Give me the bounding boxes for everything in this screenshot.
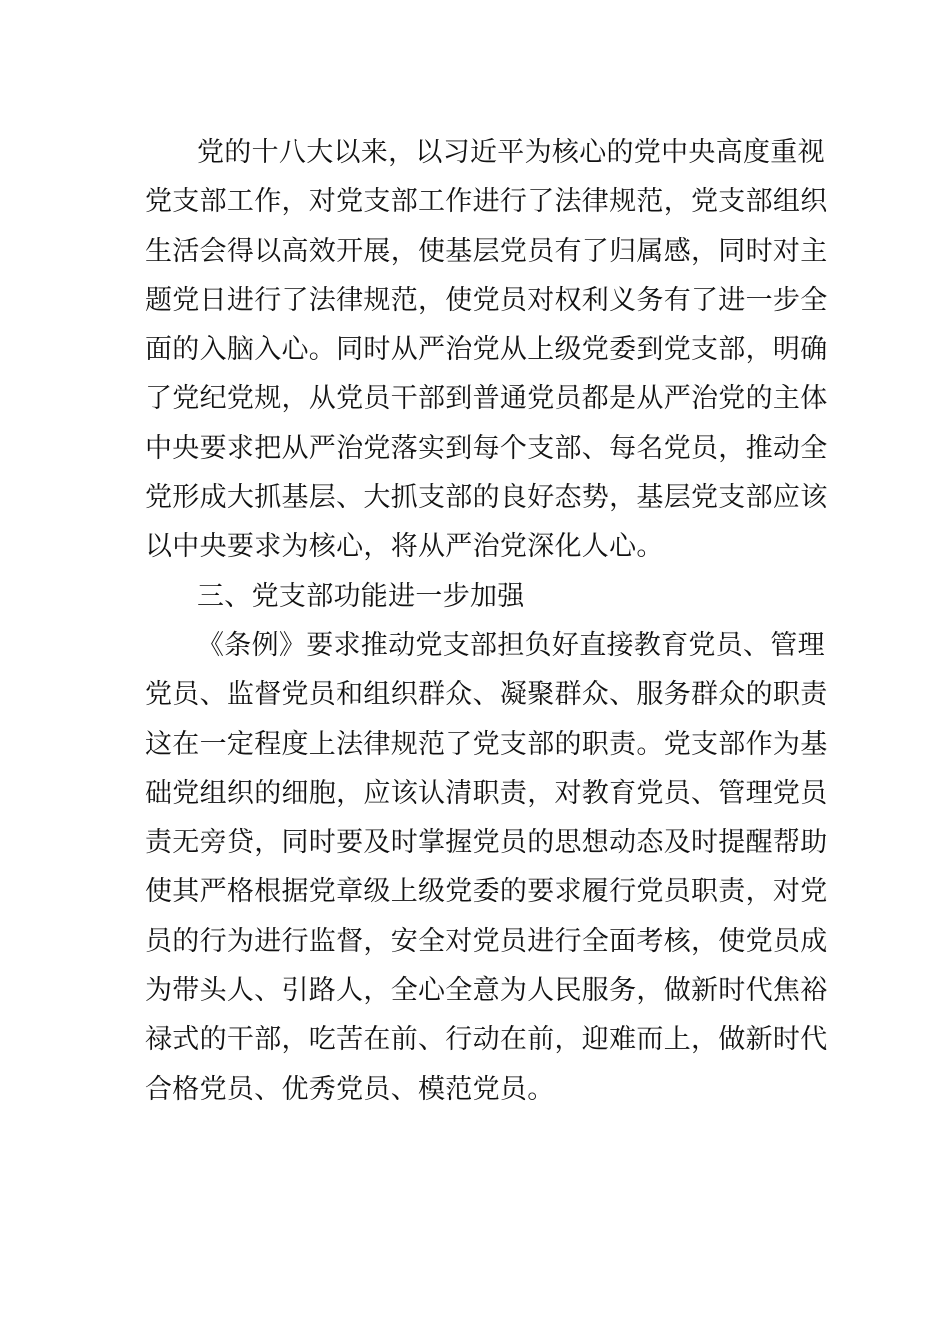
paragraph-2-line-9: 禄式的干部，吃苦在前、行动在前，迎难而上，做新时代 [145,1024,828,1056]
paragraph-2-line-10: 合格党员、优秀党员、模范党员。 [145,1073,555,1105]
paragraph-1-line-1: 党的十八大以来，以习近平为核心的党中央高度重视 [197,137,825,168]
section-heading: 三、党支部功能进一步加强 [197,580,525,612]
paragraph-2-line-3: 这在一定程度上法律规范了党支部的职责。党支部作为基 [145,728,828,760]
paragraph-1-line-7: 中央要求把从严治党落实到每个支部、每名党员，推动全 [145,432,828,464]
paragraph-2-line-5: 责无旁贷，同时要及时掌握党员的思想动态及时提醒帮助 [145,827,828,859]
document-body [145,128,828,1114]
paragraph-2-line-7: 员的行为进行监督，安全对党员进行全面考核，使党员成 [145,925,828,957]
paragraph-2-line-2: 党员、监督党员和组织群众、凝聚群众、服务群众的职责 [145,679,828,711]
paragraph-1-line-9: 以中央要求为核心，将从严治党深化人心。 [145,531,664,563]
paragraph-1-line-5: 面的入脑入心。同时从严治党从上级党委到党支部，明确 [145,334,828,366]
paragraph-1-line-6: 了党纪党规，从党员干部到普通党员都是从严治党的主体 [145,383,828,415]
paragraph-1-line-3: 生活会得以高效开展，使基层党员有了归属感，同时对主 [145,235,828,267]
paragraph-1-line-2: 党支部工作，对党支部工作进行了法律规范，党支部组织 [145,186,828,218]
paragraph-1-line-4: 题党日进行了法律规范，使党员对权利义务有了进一步全 [145,284,828,316]
paragraph-2-line-6: 使其严格根据党章级上级党委的要求履行党员职责，对党 [145,876,828,908]
paragraph-1-line-8: 党形成大抓基层、大抓支部的良好态势，基层党支部应该 [145,482,828,514]
paragraph-2-line-8: 为带头人、引路人，全心全意为人民服务，做新时代焦裕 [145,975,828,1007]
paragraph-2-line-4: 础党组织的细胞，应该认清职责，对教育党员、管理党员 [145,777,828,809]
paragraph-2-line-1: 《条例》要求推动党支部担负好直接教育党员、管理 [197,629,825,661]
